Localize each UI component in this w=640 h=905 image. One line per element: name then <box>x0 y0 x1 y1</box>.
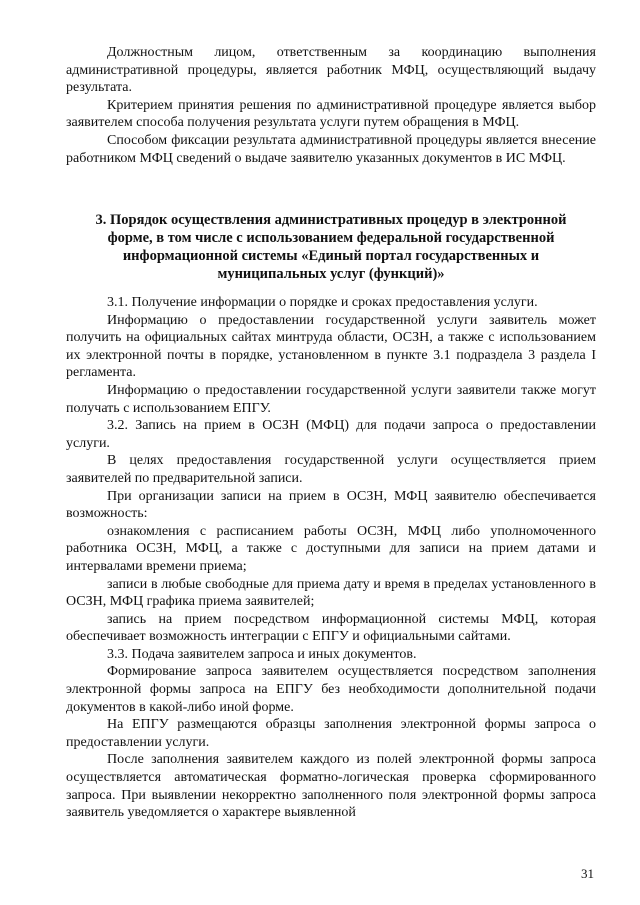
section-heading: 3. Порядок осуществления административных процедур в электронной форме, в том числе с использованием федеральной государственной информационной системы «Единый портал государственных и муниципальных услуг (функций)» <box>95 212 567 282</box>
section-heading-block <box>66 211 596 283</box>
page-number: 31 <box>581 866 594 881</box>
paragraph: запись на прием посредством информационной системы МФЦ, которая обеспечивает возможность интеграции с ЕПГУ и официальными сайтами. <box>66 611 596 645</box>
paragraph: 3.1. Получение информации о порядке и сроках предоставления услуги. <box>107 295 538 310</box>
paragraph: 3.2. Запись на прием в ОСЗН (МФЦ) для подачи запроса о предоставлении услуги. <box>66 418 596 451</box>
body-paragraphs <box>66 294 596 822</box>
paragraph: 3.3. Подача заявителем запроса и иных документов. <box>107 646 417 662</box>
paragraph: В целях предоставления государственной услуги осуществляется прием заявителей по предварительной записи. <box>66 453 596 486</box>
paragraph: При организации записи на прием в ОСЗН, МФЦ заявителю обеспечивается возможность: <box>66 488 596 522</box>
paragraph: Информацию о предоставлении государственной услуги заявитель может получить на официальных сайтах минтруда области, ОСЗН, а также с использованием их электронной почты в порядке, установленном в пункте 3.1 подраздела 3 раздела I регламента. <box>66 312 596 381</box>
paragraph: Должностным лицом, ответственным за координацию выполнения административной процедуры, является работник МФЦ, осуществляющий выдачу результата. <box>66 45 596 96</box>
paragraph: Способом фиксации результата административной процедуры является внесение работником МФЦ сведений о выдаче заявителю указанных документов в ИС МФЦ. <box>66 132 596 166</box>
top-paragraphs <box>66 44 596 167</box>
paragraph: После заполнения заявителем каждого из полей электронной формы запроса осуществляется автоматическая форматно-логическая проверка сформированного запроса. При выявлении некорректно заполненного поля электронной формы запроса заявитель уведомляется о характере выявленной <box>66 752 596 821</box>
paragraph: Критерием принятия решения по административной процедуре является выбор заявителем способа получения результата услуги путем обращения в МФЦ. <box>66 97 596 131</box>
paragraph: ознакомления с расписанием работы ОСЗН, МФЦ либо уполномоченного работника ОСЗН, МФЦ, а также с доступными для записи на прием датами и интервалами времени приема; <box>66 523 596 574</box>
paragraph: Формирование запроса заявителем осуществляется посредством заполнения электронной формы запроса на ЕПГУ без необходимости дополнительной подачи документов в какой-либо иной форме. <box>66 664 596 715</box>
paragraph: Информацию о предоставлении государственной услуги заявители также могут получать с использованием ЕПГУ. <box>66 382 596 416</box>
paragraph: записи в любые свободные для приема дату и время в пределах установленного в ОСЗН, МФЦ графика приема заявителей; <box>66 576 596 610</box>
paragraph: На ЕПГУ размещаются образцы заполнения электронной формы запроса о предоставлении услуги. <box>66 717 596 750</box>
